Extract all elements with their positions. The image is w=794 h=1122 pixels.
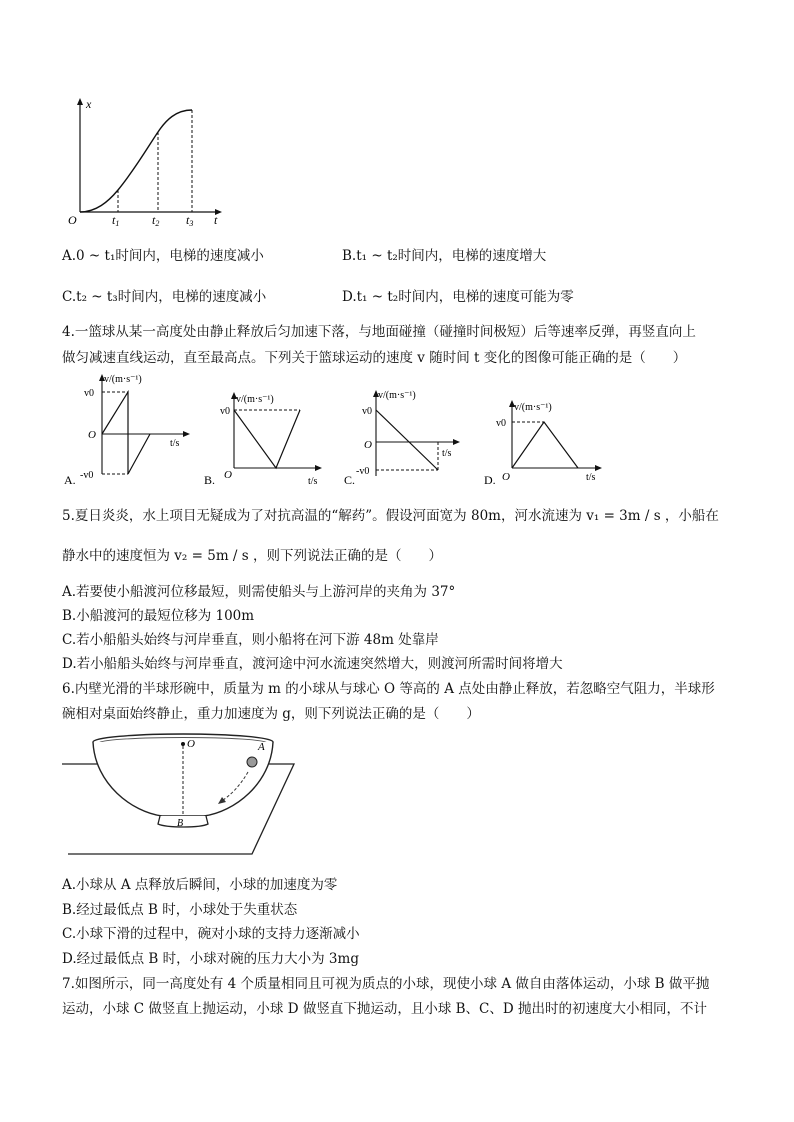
q4-d-origin: O bbox=[502, 471, 510, 483]
q4-c-label: C. bbox=[344, 473, 356, 487]
q5-option-d[interactable]: D.若小船船头始终与河岸垂直，渡河途中河水流速突然增大，则渡河所需时间将增大 bbox=[62, 656, 563, 672]
q4-d-ylabel: v/(m·s⁻¹) bbox=[514, 402, 552, 413]
q3-option-b[interactable]: B.t₁ ~ t₂时间内，电梯的速度增大 bbox=[342, 248, 547, 264]
q4-c-line bbox=[376, 410, 438, 470]
q4-stem-line1: 4.一篮球从某一高度处由静止释放后匀加速下落，与地面碰撞（碰撞时间极短）后等速率反弹，再竖直向上 bbox=[62, 324, 696, 340]
q4-b-label: B. bbox=[204, 473, 216, 487]
q5-stem-line2: 静水中的速度恒为 v₂ = 5m / s ，则下列说法正确的是（ ） bbox=[62, 548, 442, 564]
q6-label-o: O bbox=[187, 738, 195, 750]
q4-a-line bbox=[102, 392, 150, 474]
q5-option-c[interactable]: C.若小船船头始终与河岸垂直，则小船将在河下游 48m 处靠岸 bbox=[62, 632, 439, 648]
q4-c-v0: v0 bbox=[362, 406, 372, 417]
q5-option-b[interactable]: B.小船渡河的最短位移为 100m bbox=[62, 608, 255, 624]
q3-axis-x: x bbox=[86, 97, 92, 111]
q4-b-origin: O bbox=[224, 469, 232, 481]
q6-option-b[interactable]: B.经过最低点 B 时，小球处于失重状态 bbox=[62, 902, 298, 918]
q4-a-ylabel: v/(m·s⁻¹) bbox=[104, 374, 142, 385]
q4-c-ylabel: v/(m·s⁻¹) bbox=[378, 390, 416, 401]
q5-option-a[interactable]: A.若要使小船渡河位移最短，则需使船头与上游河岸的夹角为 37° bbox=[62, 584, 456, 600]
q4-a-label: A. bbox=[64, 473, 76, 487]
q4-a-origin: O bbox=[88, 429, 96, 441]
q4-c-xlabel: t/s bbox=[442, 448, 452, 459]
q4-graph-d[interactable] bbox=[482, 396, 612, 488]
q4-c-origin: O bbox=[364, 439, 372, 451]
q3-tick-t1: t1 bbox=[112, 213, 120, 228]
q3-tick-t2: t2 bbox=[152, 213, 160, 228]
q4-b-xlabel: t/s bbox=[308, 476, 318, 487]
q4-d-xlabel: t/s bbox=[586, 472, 596, 483]
q6-label-a: A bbox=[258, 741, 265, 753]
q3-axis-t: t bbox=[214, 213, 218, 227]
q3-tick-t3: t3 bbox=[186, 213, 194, 228]
q4-b-line bbox=[234, 410, 300, 468]
q4-d-v0: v0 bbox=[496, 418, 506, 429]
q4-a-v0: v0 bbox=[84, 388, 94, 399]
q4-b-ylabel: v/(m·s⁻¹) bbox=[236, 394, 274, 405]
q6-option-d[interactable]: D.经过最低点 B 时，小球对碗的压力大小为 3mg bbox=[62, 951, 359, 967]
q3-xt-graph bbox=[66, 96, 226, 228]
q4-stem-line2: 做匀减速直线运动，直至最高点。下列关于篮球运动的速度 v 随时间 t 变化的图像可能正确的是（ ） bbox=[62, 350, 687, 366]
q3-option-a[interactable]: A.0 ~ t₁时间内，电梯的速度减小 bbox=[62, 248, 264, 264]
q6-stem-line1: 6.内壁光滑的半球形碗中，质量为 m 的小球从与球心 O 等高的 A 点处由静止释放，若忽略空气阻力，半球形 bbox=[62, 681, 715, 697]
q4-graph-a[interactable] bbox=[62, 370, 202, 488]
q4-b-v0: v0 bbox=[220, 406, 230, 417]
q4-graph-b[interactable] bbox=[202, 388, 332, 488]
q3-option-d[interactable]: D.t₁ ~ t₂时间内，电梯的速度可能为零 bbox=[342, 289, 574, 305]
q5-stem-line1: 5.夏日炎炎，水上项目无疑成为了对抗高温的“解药”。假设河面宽为 80m，河水流速为 v₁ = 3m / s ，小船在 bbox=[62, 508, 719, 524]
q6-label-b: B bbox=[177, 818, 184, 829]
q3-curve bbox=[80, 110, 192, 212]
q4-d-label: D. bbox=[484, 473, 496, 487]
q3-option-c[interactable]: C.t₂ ~ t₃时间内，电梯的速度减小 bbox=[62, 289, 267, 305]
q6-ball bbox=[247, 757, 257, 767]
q4-d-line bbox=[512, 422, 578, 468]
q6-bowl-figure bbox=[62, 730, 312, 860]
q3-origin: O bbox=[68, 213, 77, 227]
q4-c-neg-v0: -v0 bbox=[356, 466, 370, 477]
q4-a-xlabel: t/s bbox=[170, 438, 180, 449]
q7-stem-line2: 运动，小球 C 做竖直上抛运动，小球 D 做竖直下抛运动，且小球 B、C、D 抛出时的初速度大小相同，不计 bbox=[62, 1001, 707, 1017]
q4-a-neg-v0: -v0 bbox=[80, 470, 94, 481]
q6-stem-line2: 碗相对桌面始终静止，重力加速度为 g，则下列说法正确的是（ ） bbox=[62, 706, 480, 722]
q6-option-a[interactable]: A.小球从 A 点释放后瞬间，小球的加速度为零 bbox=[62, 877, 338, 893]
q6-option-c[interactable]: C.小球下滑的过程中，碗对小球的支持力逐渐减小 bbox=[62, 926, 360, 942]
q7-stem-line1: 7.如图所示，同一高度处有 4 个质量相同且可视为质点的小球，现使小球 A 做自由落体运动，小球 B 做平抛 bbox=[62, 976, 710, 992]
q4-graph-c[interactable] bbox=[342, 386, 472, 488]
